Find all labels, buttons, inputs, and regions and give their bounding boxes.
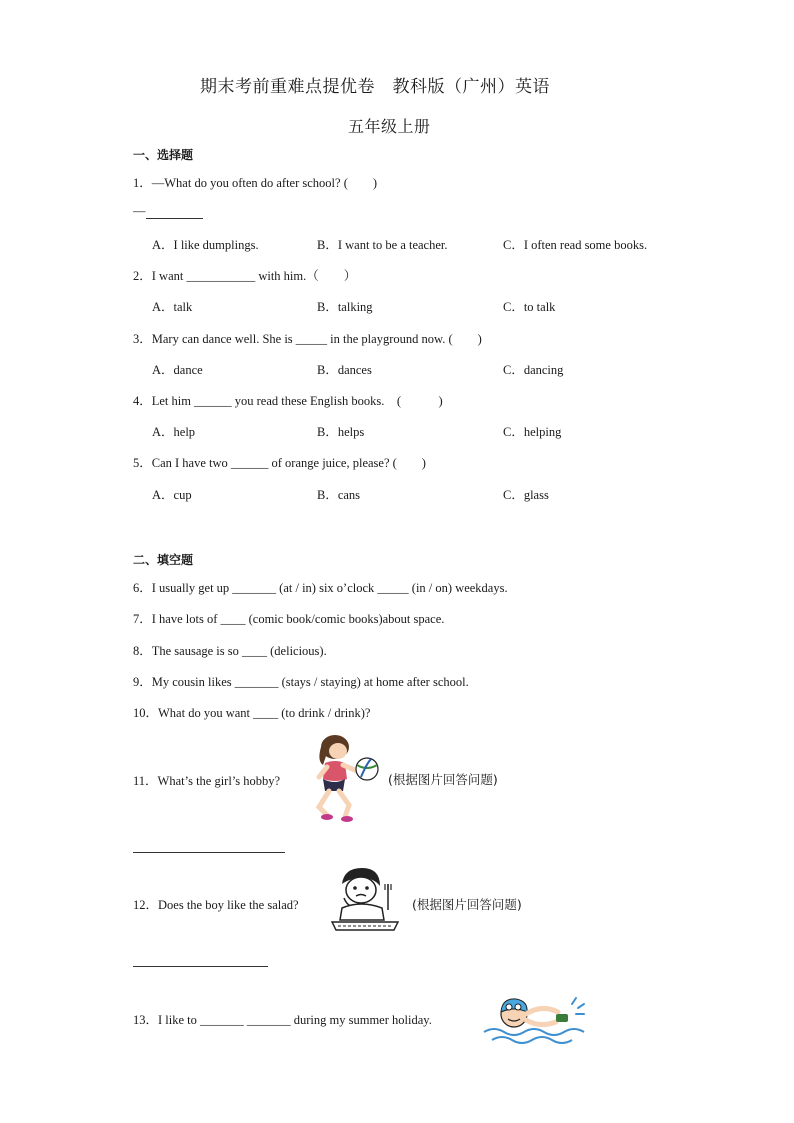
question-12-answer-line[interactable] — [133, 966, 268, 967]
question-4-option-a[interactable]: A．help — [152, 425, 196, 439]
boy-salad-illustration — [330, 864, 400, 936]
question-7: 7．I have lots of ____ (comic book/comic books)about space. — [133, 612, 445, 626]
question-1-option-a[interactable]: A．I like dumplings. — [152, 238, 259, 252]
girl-volleyball-illustration — [305, 733, 383, 823]
question-1-option-b[interactable]: B．I want to be a teacher. — [317, 238, 448, 252]
question-2-option-a[interactable]: A．talk — [152, 300, 193, 314]
question-8: 8．The sausage is so ____ (delicious). — [133, 644, 327, 658]
question-12: 12．Does the boy like the salad? — [133, 898, 299, 912]
section-heading-choice: 一、选择题 — [133, 148, 194, 162]
section-heading-fill-blank: 二、填空题 — [133, 553, 194, 567]
question-4-option-c[interactable]: C．helping — [503, 425, 562, 439]
question-12-hint: (根据图片回答问题) — [412, 897, 522, 912]
question-2-option-b[interactable]: B．talking — [317, 300, 373, 314]
question-1-answer-prefix: — — [133, 204, 146, 218]
question-3-option-b[interactable]: B．dances — [317, 363, 372, 377]
question-4-stem: 4．Let him ______ you read these English books. ( ) — [133, 394, 443, 408]
swimming-boy-illustration — [480, 990, 592, 1046]
question-5-option-b[interactable]: B．cans — [317, 488, 361, 502]
page-subtitle: 五年级上册 — [348, 117, 431, 136]
question-4-option-b[interactable]: B．helps — [317, 425, 365, 439]
question-11-answer-line[interactable] — [133, 852, 285, 853]
question-1-answer-line[interactable] — [146, 218, 203, 219]
question-3-option-a[interactable]: A．dance — [152, 363, 203, 377]
question-5-option-a[interactable]: A．cup — [152, 488, 192, 502]
question-11-hint: (根据图片回答问题) — [388, 772, 498, 787]
question-13: 13．I like to _______ _______ during my summer holiday. — [133, 1013, 432, 1027]
question-2-option-c[interactable]: C．to talk — [503, 300, 556, 314]
question-6: 6．I usually get up _______ (at / in) six o’clock _____ (in / on) weekdays. — [133, 581, 508, 595]
page-title: 期末考前重难点提优卷 教科版（广州）英语 — [200, 77, 550, 97]
question-10: 10．What do you want ____ (to drink / drink)? — [133, 706, 371, 720]
question-9: 9．My cousin likes _______ (stays / staying) at home after school. — [133, 675, 469, 689]
question-2-stem: 2．I want ___________ with him.（ ） — [133, 269, 357, 283]
question-3-option-c[interactable]: C．dancing — [503, 363, 564, 377]
question-1-option-c[interactable]: C．I often read some books. — [503, 238, 648, 252]
question-11: 11．What’s the girl’s hobby? — [133, 774, 281, 788]
question-3-stem: 3．Mary can dance well. She is _____ in the playground now. ( ) — [133, 332, 482, 346]
question-1-stem: 1．—What do you often do after school? ( ) — [133, 176, 378, 190]
question-5-option-c[interactable]: C．glass — [503, 488, 549, 502]
question-5-stem: 5．Can I have two ______ of orange juice, please? ( ) — [133, 456, 426, 470]
